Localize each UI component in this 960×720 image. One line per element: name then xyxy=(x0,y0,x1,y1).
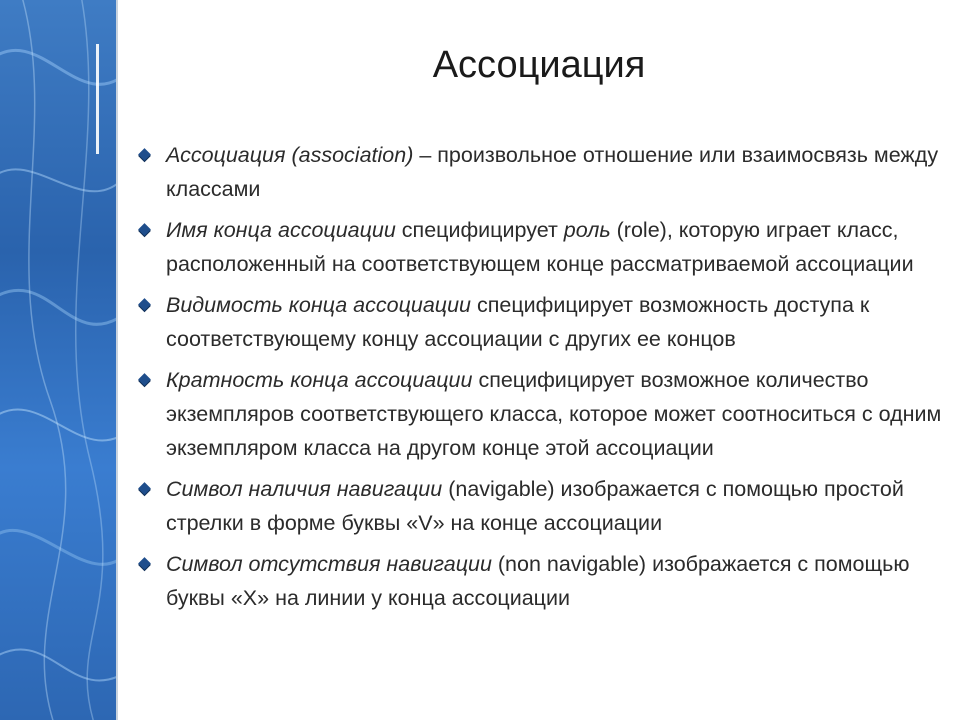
diamond-bullet-icon xyxy=(138,223,151,236)
term-text: роль xyxy=(563,218,611,242)
diamond-bullet-icon xyxy=(138,298,151,311)
term-text: Символ наличия навигации xyxy=(166,477,443,501)
body-text: (navigable) изображается с помощью простой стрелки в форме буквы «V» на конце ассоциации xyxy=(166,477,904,535)
term-text: Имя конца ассоциации xyxy=(166,218,396,242)
slide-title: Ассоциация xyxy=(432,44,646,86)
diamond-bullet-icon xyxy=(138,557,151,570)
body-text: специфицирует возможное количество экземпляров соответствующего класса, которое может соотноситься с одним экземпляром класса на другом конце этой ассоциации xyxy=(166,368,942,460)
body-text: (role), которую играет класс, расположенный на соответствующем конце рассматриваемой ассоциации xyxy=(166,218,914,276)
bullet-item xyxy=(136,213,946,281)
bullet-item xyxy=(136,363,946,465)
side-frame-accent xyxy=(96,44,117,154)
body-text: специфицирует xyxy=(395,218,564,242)
body-text: специфицирует возможность доступа к соответствующему концу ассоциации с других ее концов xyxy=(166,293,870,351)
bullet-item xyxy=(136,547,946,615)
body-text: (non navigable) изображается с помощью буквы «X» на линии у конца ассоциации xyxy=(166,552,910,610)
decorative-side-panel xyxy=(0,0,118,720)
bullet-item xyxy=(136,138,946,206)
bullet-list xyxy=(136,138,946,622)
diamond-bullet-icon xyxy=(138,148,151,161)
term-text: Кратность конца ассоциации xyxy=(166,368,473,392)
bullet-item xyxy=(136,472,946,540)
term-text: Ассоциация (association) xyxy=(166,143,414,167)
term-text: Видимость конца ассоциации xyxy=(166,293,472,317)
side-divider xyxy=(116,0,118,720)
body-text: – произвольное отношение или взаимосвязь между классами xyxy=(166,143,939,201)
diamond-bullet-icon xyxy=(138,482,151,495)
bullet-item xyxy=(136,288,946,356)
diamond-bullet-icon xyxy=(138,373,151,386)
term-text: Символ отсутствия навигации xyxy=(166,552,492,576)
